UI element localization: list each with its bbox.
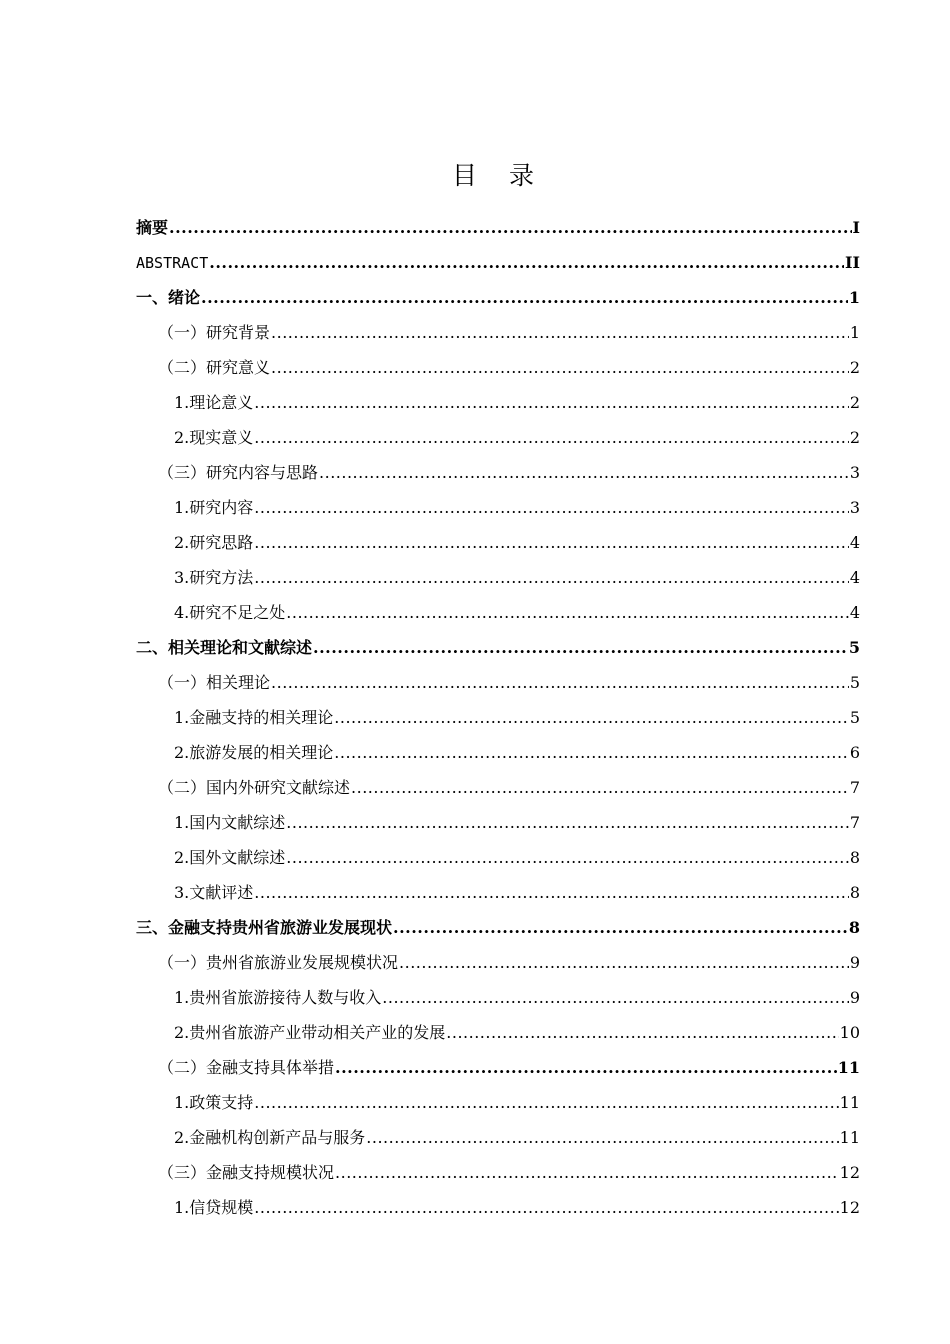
dot-leader <box>254 1085 838 1120</box>
toc-entry[interactable] <box>136 735 860 770</box>
toc-entry[interactable] <box>136 1120 860 1155</box>
toc-entry-page: 11 <box>837 1058 860 1077</box>
toc-entry-page: 10 <box>839 1023 860 1042</box>
toc-entry-label: （二）金融支持具体举措 <box>158 1058 335 1077</box>
toc-entry-label: 三、金融支持贵州省旅游业发展现状 <box>136 918 393 937</box>
toc-entry-page: 7 <box>849 778 860 797</box>
toc-entry-label: （一）相关理论 <box>158 673 271 692</box>
toc-entry[interactable] <box>136 385 860 420</box>
toc-entry-page: 5 <box>849 708 860 727</box>
toc-entry[interactable] <box>136 1015 860 1050</box>
dot-leader <box>254 420 849 455</box>
dot-leader <box>382 980 849 1015</box>
toc-entry-page: 9 <box>849 953 860 972</box>
dot-leader <box>271 350 849 385</box>
toc-entry-label: 1.贵州省旅游接待人数与收入 <box>174 988 382 1007</box>
toc-entry[interactable] <box>136 350 860 385</box>
dot-leader <box>351 770 849 805</box>
toc-entry-label: （一）研究背景 <box>158 323 271 342</box>
toc-entry-page: II <box>845 253 860 272</box>
toc-entry[interactable] <box>136 805 860 840</box>
toc-entry[interactable] <box>136 490 860 525</box>
toc-entry-label: （三）研究内容与思路 <box>158 463 319 482</box>
toc-entry-page: 4 <box>849 603 860 622</box>
toc-entry-page: 6 <box>849 743 860 762</box>
toc-entry-page: 11 <box>839 1093 860 1112</box>
dot-leader <box>399 945 849 980</box>
dot-leader <box>271 315 849 350</box>
toc-entry-label: （二）国内外研究文献综述 <box>158 778 351 797</box>
toc-entry-page: 2 <box>849 358 860 377</box>
toc-entry-page: 3 <box>849 498 860 517</box>
toc-entry[interactable] <box>136 245 860 280</box>
toc-entry[interactable] <box>136 875 860 910</box>
toc-entry[interactable] <box>136 840 860 875</box>
dot-leader <box>169 210 852 245</box>
toc-entry[interactable] <box>136 700 860 735</box>
dot-leader <box>254 560 849 595</box>
toc-entry-page: 5 <box>849 673 860 692</box>
dot-leader <box>319 455 849 490</box>
toc-entry-page: 2 <box>849 393 860 412</box>
toc-entry-page: 8 <box>849 883 860 902</box>
toc-entry-page: 3 <box>849 463 860 482</box>
toc-entry-page: 8 <box>849 848 860 867</box>
toc-entry-label: 1.研究内容 <box>174 498 254 517</box>
toc-entry[interactable] <box>136 595 860 630</box>
dot-leader <box>254 525 849 560</box>
toc-entry-label: 摘要 <box>136 218 169 237</box>
toc-entry-label: 2.旅游发展的相关理论 <box>174 743 334 762</box>
toc-entry-page: 11 <box>839 1128 860 1147</box>
toc-entry-label: 3.文献评述 <box>174 883 254 902</box>
dot-leader <box>286 595 849 630</box>
toc-entry-label: 2.金融机构创新产品与服务 <box>174 1128 366 1147</box>
toc-entry-label: （三）金融支持规模状况 <box>158 1163 335 1182</box>
toc-entry-page: 2 <box>849 428 860 447</box>
dot-leader <box>366 1120 838 1155</box>
toc-entry-label: 1.信贷规模 <box>174 1198 254 1217</box>
toc-entry-label: 2.国外文献综述 <box>174 848 286 867</box>
toc-entry-page: 4 <box>849 568 860 587</box>
toc-entry-label: 3.研究方法 <box>174 568 254 587</box>
dot-leader <box>254 875 849 910</box>
toc-entry[interactable] <box>136 630 860 665</box>
dot-leader <box>254 490 849 525</box>
toc-entry[interactable] <box>136 315 860 350</box>
dot-leader <box>271 665 849 700</box>
toc-entry[interactable] <box>136 1190 860 1225</box>
toc-entry-label: 1.金融支持的相关理论 <box>174 708 334 727</box>
toc-entry[interactable] <box>136 770 860 805</box>
toc-entry[interactable] <box>136 560 860 595</box>
dot-leader <box>334 700 849 735</box>
dot-leader <box>335 1050 837 1085</box>
toc-entry[interactable] <box>136 1050 860 1085</box>
dot-leader <box>209 245 844 280</box>
toc-entry-page: 12 <box>839 1198 860 1217</box>
toc-entry-page: 1 <box>849 323 860 342</box>
toc-entry-label: 二、相关理论和文献综述 <box>136 638 313 657</box>
table-of-contents <box>136 210 860 1225</box>
toc-entry-label: 1.理论意义 <box>174 393 254 412</box>
dot-leader <box>334 735 849 770</box>
toc-entry-label: 2.研究思路 <box>174 533 254 552</box>
dot-leader <box>254 1190 838 1225</box>
toc-entry[interactable] <box>136 945 860 980</box>
dot-leader <box>254 385 849 420</box>
toc-entry-label: （一）贵州省旅游业发展规模状况 <box>158 953 399 972</box>
dot-leader <box>313 630 848 665</box>
toc-entry-page: 4 <box>849 533 860 552</box>
dot-leader <box>393 910 848 945</box>
toc-entry-label: 1.政策支持 <box>174 1093 254 1112</box>
toc-entry[interactable] <box>136 420 860 455</box>
toc-entry-label: 2.现实意义 <box>174 428 254 447</box>
toc-entry[interactable] <box>136 665 860 700</box>
toc-entry-page: 7 <box>849 813 860 832</box>
toc-entry-page: 1 <box>848 288 860 307</box>
toc-entry[interactable] <box>136 980 860 1015</box>
toc-entry-label: 一、绪论 <box>136 288 201 307</box>
toc-entry[interactable] <box>136 210 860 245</box>
toc-entry[interactable] <box>136 1155 860 1190</box>
toc-entry[interactable] <box>136 525 860 560</box>
toc-entry-page: 9 <box>849 988 860 1007</box>
toc-entry[interactable] <box>136 455 860 490</box>
toc-entry-label: 1.国内文献综述 <box>174 813 286 832</box>
dot-leader <box>286 840 849 875</box>
toc-entry-label: （二）研究意义 <box>158 358 271 377</box>
toc-entry[interactable] <box>136 910 860 945</box>
toc-entry-label: 4.研究不足之处 <box>174 603 286 622</box>
toc-entry-label: ABSTRACT <box>136 254 209 272</box>
toc-entry[interactable] <box>136 280 860 315</box>
toc-entry-page: 12 <box>839 1163 860 1182</box>
dot-leader <box>446 1015 838 1050</box>
dot-leader <box>201 280 848 315</box>
toc-entry-page: I <box>852 218 860 237</box>
toc-entry[interactable] <box>136 1085 860 1120</box>
toc-title: 目 录 <box>452 161 546 190</box>
dot-leader <box>286 805 849 840</box>
dot-leader <box>335 1155 839 1190</box>
toc-entry-page: 8 <box>848 918 860 937</box>
toc-entry-label: 2.贵州省旅游产业带动相关产业的发展 <box>174 1023 446 1042</box>
toc-entry-page: 5 <box>848 638 860 657</box>
